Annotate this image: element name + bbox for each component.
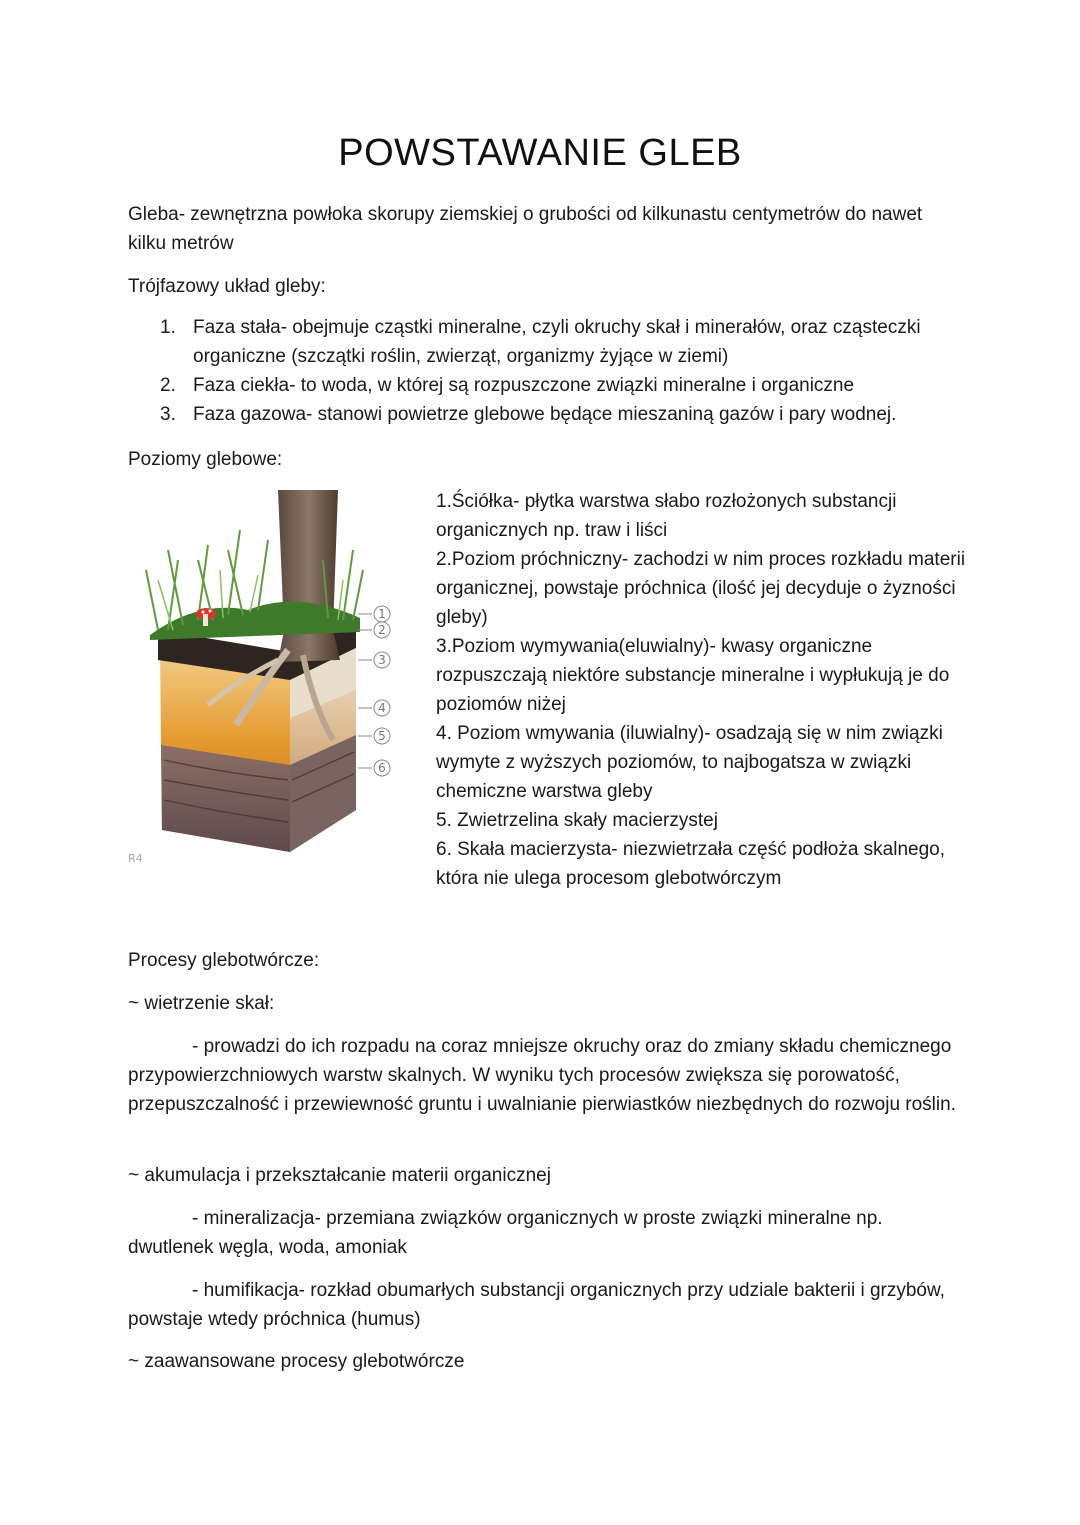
horizons-list xyxy=(436,487,966,893)
soil-profile-illustration xyxy=(128,490,408,880)
marker-label: 2 xyxy=(378,623,386,637)
processes-label: Procesy glebotwórcze: xyxy=(128,950,320,971)
horizon-item: 4. Poziom wmywania (iluwialny)- osadzają się w nim związki wymyte z wyższych poziomów, to najbogatsza w związki chemiczne warstwa gleby xyxy=(436,723,943,802)
phase-number: 3. xyxy=(160,404,176,425)
phase-item xyxy=(160,400,960,429)
phase-number: 1. xyxy=(160,317,176,338)
phase-number: 2. xyxy=(160,375,176,396)
phase-text: Faza ciekła- to woda, w której są rozpuszczone związki mineralne i organiczne xyxy=(193,375,855,396)
horizon-item: 3.Poziom wymywania(eluwialny)- kwasy organiczne rozpuszczają niektóre substancje mineralne i wypłukują je do poziomów niżej xyxy=(436,636,950,715)
mineralization-text: - mineralizacja- przemiana związków organicznych w proste związki mineralne np. dwutlenek węgla, woda, amoniak xyxy=(128,1208,883,1258)
marker-label: 1 xyxy=(378,607,386,621)
phase-text: Faza stała- obejmuje cząstki mineralne, czyli okruchy skał i minerałów, oraz cząsteczki organiczne (szczątki roślin, zwierząt, organizmy żyjące w ziemi) xyxy=(193,317,921,367)
horizon-item: 2.Poziom próchniczny- zachodzi w nim proces rozkładu materii organicznej, powstaje próchnica (ilość jej decyduje o żyzności gleby) xyxy=(436,549,966,628)
soil-definition: Gleba- zewnętrzna powłoka skorupy ziemskiej o grubości od kilkunastu centymetrów do nawet kilku metrów xyxy=(128,204,923,254)
horizon-item: 6. Skała macierzysta- niezwietrzała część podłoża skalnego, która nie ulega procesom glebotwórczym xyxy=(436,839,946,889)
marker-label: 6 xyxy=(378,761,386,775)
horizon-markers xyxy=(358,606,390,776)
marker-label: 5 xyxy=(378,729,386,743)
humification-text: - humifikacja- rozkład obumarłych substancji organicznych przy udziale bakterii i grzybów, powstaje wtedy próchnica (humus) xyxy=(128,1280,945,1330)
phase-item xyxy=(160,313,960,371)
horizons-label: Poziomy glebowe: xyxy=(128,449,283,470)
phase-text: Faza gazowa- stanowi powietrze glebowe będące mieszaniną gazów i pary wodnej. xyxy=(193,404,897,425)
page-title: POWSTAWANIE GLEB xyxy=(338,132,742,174)
marker-label: 4 xyxy=(378,701,386,715)
advanced-heading: ~ zaawansowane procesy glebotwórcze xyxy=(128,1351,465,1372)
organic-heading: ~ akumulacja i przekształcanie materii organicznej xyxy=(128,1165,551,1186)
horizon-item: 5. Zwietrzelina skały macierzystej xyxy=(436,810,718,831)
phases-label: Trójfazowy układ gleby: xyxy=(128,276,326,297)
weathering-heading: ~ wietrzenie skał: xyxy=(128,993,275,1014)
horizon-item: 1.Ściółka- płytka warstwa słabo rozłożonych substancji organicznych np. traw i liści xyxy=(436,491,897,541)
weathering-text: - prowadzi do ich rozpadu na coraz mniejsze okruchy oraz do zmiany składu chemicznego przypowierzchniowych warstw skalnych. W wyniku tych procesów zwiększa się porowatość, przepuszczalność i przewiewność gruntu i uwalnianie pierwiastków niezbędnych do rozwoju roślin. xyxy=(128,1036,956,1115)
phases-list xyxy=(160,313,960,429)
figure-corner-mark: R4 xyxy=(128,852,143,865)
marker-label: 3 xyxy=(378,653,386,667)
phase-item xyxy=(160,371,960,400)
